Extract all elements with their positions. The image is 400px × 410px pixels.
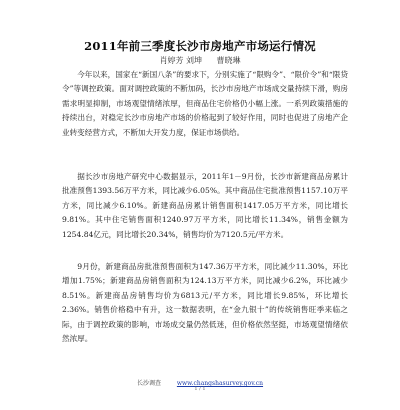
footer-label: 长沙调查: [136, 380, 161, 387]
footer-link[interactable]: www.changshasurvey.gov.cn: [176, 380, 264, 387]
document-title: 2011年前三季度长沙市房地产市场运行情况: [84, 39, 316, 53]
body-paragraph: 今年以来，国家在“新国八条”的要求下，分别实施了“限购令”、“限价令”和“限贷令”等调控政策。面对调控政策的不断加码，长沙市房地产市场成交量持续下滑，购房需求明显抑制，市场观望情绪浓厚，但商品住宅价格仍小幅上涨。一系列政策措施的持续出台，对稳定长沙市房地产市场的价格起到了较好作用，同时也促进了房地产企业转变经营方式，不断加大开发力度，保证市场供给。: [62, 70, 348, 137]
body-paragraph: 据长沙市房地产研究中心数据显示，2011年1－9月份，长沙市新建商品房累计批准预售1393.56万平方米，同比减少6.05%。其中商品住宅批准预售1157.10万平方米，同比减少6.10%。新建商品房累计销售面积1417.05万平方米，同比增长9.81%。其中住宅销售面积1240.97万平方米，同比增长11.34%，销售金额为1254.84亿元，同比增长20.34%，销售均价为7120.5元/平方米。: [62, 172, 348, 239]
author-line: [0, 55, 400, 66]
body-paragraph: 9月份，新建商品房批准预售面积为147.36万平方米，同比减少11.30%，环比增加1.75%；新建商品房销售面积为124.13万平方米，同比减少6.2%，环比减少8.51%。新建商品房销售均价为6813元/平方米，同比增长9.85%，环比增长2.36%。销售价格稳中有升，这一数据表明，在“金九银十”的传统销售旺季来临之际，由于调控政策的影响，市场成交量仍然低迷，但价格依然坚挺，市场观望情绪依然浓厚。: [62, 262, 348, 344]
page-number: 1 / 1: [194, 386, 206, 392]
author-name: 曹晓琳: [216, 56, 241, 65]
author-name: 肖婷芳 刘坤: [159, 56, 202, 65]
